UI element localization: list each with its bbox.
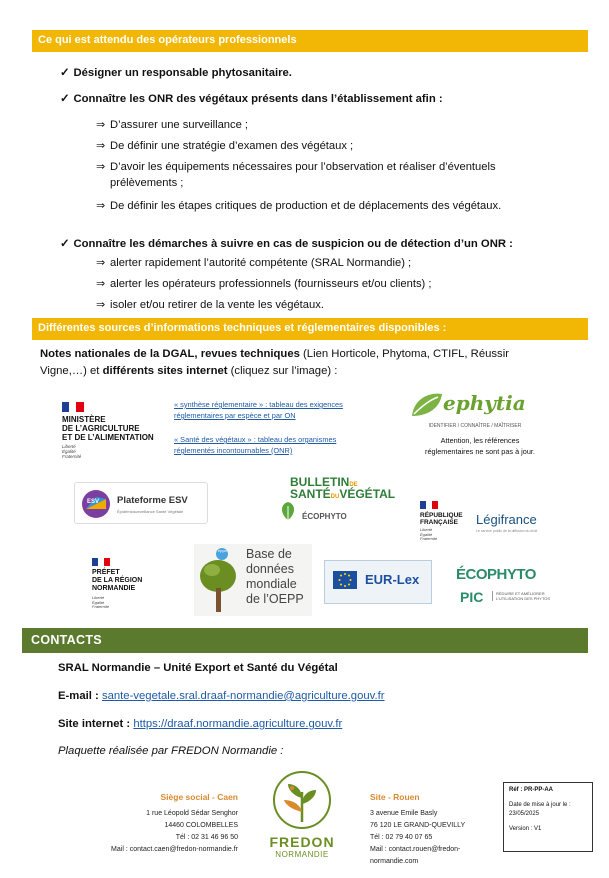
list-item: ⇒ De définir les étapes critiques de production et de déplacements des végétaux. [96, 200, 502, 212]
bulletin-sante-vegetal-logo[interactable]: BULLETINDE SANTÉDUVÉGÉTAL ÉCOPHYTO [276, 476, 390, 526]
ephytia-tagline: IDENTIFIER / CONNAÎTRE / MAÎTRISER [428, 423, 522, 429]
email-link[interactable]: sante-vegetale.sral.draaf-normandie@agriculture.gouv.fr [101, 690, 385, 702]
eur-lex-logo[interactable]: EUR-Lex [324, 560, 432, 604]
eu-flag-icon [333, 571, 357, 589]
list-item: ⇒ alerter les opérateurs professionnels (fournisseurs et/ou clients) ; [96, 278, 432, 290]
tree-icon [196, 546, 244, 614]
check-icon: ✓ [60, 238, 70, 250]
caen-details: 1 rue Léopold Sédar Senghor 14460 COLOMBELLES Tél : 02 31 46 96 50 Mail : contact.caen@fredon-normandie.fr [111, 810, 238, 853]
contact-website: Site internet : https://draaf.normandie.agriculture.gouv.fr [58, 718, 343, 730]
check-icon: ✓ [60, 93, 70, 105]
sources-paragraph: Notes nationales de la DGAL, revues techniques (Lien Horticole, Phytoma, CTIFL, Réussir Vigne,…) et différents sites internet (cliquez sur l’image) : [40, 348, 509, 377]
contacts-header: CONTACTS [22, 628, 588, 653]
rouen-details: 3 avenue Emile Basly 76 120 LE GRAND-QUEVILLY Tél : 02 79 40 07 65 Mail : contact.rouen@fredon-normandie.com [370, 810, 466, 865]
section-expected-header: Ce qui est attendu des opérateurs professionnels [32, 30, 588, 52]
contact-email: E-mail : sante-vegetale.sral.draaf-normandie@agriculture.gouv.fr [58, 690, 385, 702]
bsv-leaf-icon [278, 500, 298, 522]
caen-address: Siège social - Caen [160, 792, 238, 802]
reference-box: Réf : PR-PP-AA Date de mise à jour le : 23/05/2025 Version : V1 [503, 782, 593, 852]
contact-org: SRAL Normandie – Unité Export et Santé du Végétal [58, 662, 338, 674]
ephytia-logo[interactable]: ephytia [410, 388, 534, 428]
marianne-flag-icon [92, 558, 110, 566]
arrow-icon: ⇒ [96, 299, 106, 311]
sante-vegetaux-link[interactable]: « Santé des végétaux » : tableau des organismes réglementés incontournables (ONR) [174, 435, 337, 455]
arrow-icon: ⇒ [96, 200, 106, 212]
prefet-normandie-logo[interactable]: PRÉFET DE LA RÉGION NORMANDIE Liberté Égalité Fraternité [92, 558, 162, 612]
check-icon: ✓ [60, 67, 70, 79]
arrow-icon: ⇒ [96, 140, 106, 152]
marianne-flag-icon [62, 402, 84, 412]
rouen-address: Site - Rouen [370, 792, 420, 802]
ephytia-note: Attention, les références réglementaires ne sont pas à jour. [425, 436, 535, 456]
esv-logo[interactable]: ESV Plateforme ESV Épidémiosurveillance Santé Végétale [74, 482, 208, 524]
oepp-database-logo[interactable]: eppo Base de données mondiale de l’OEPP [194, 544, 312, 616]
legifrance-logo[interactable]: RÉPUBLIQUE FRANÇAISE Liberté Égalité Fraternité Légifrance Le service public de la diffusion du droit [418, 498, 563, 544]
arrow-icon: ⇒ [96, 161, 106, 173]
fredon-plant-icon [264, 768, 340, 834]
website-link[interactable]: https://draaf.normandie.agriculture.gouv.fr [133, 718, 343, 730]
synthese-link[interactable]: « synthèse réglementaire » : tableau des exigences réglementaires par espèce et par ON [174, 400, 343, 420]
fredon-logo[interactable]: FREDON NORMANDIE [264, 768, 340, 860]
check-item-demarches: ✓ Connaître les démarches à suivre en cas de suspicion ou de détection d’un ONR : [60, 238, 513, 250]
ministere-logo[interactable]: MINISTÈRE DE L’AGRICULTURE ET DE L’ALIMENTATION Liberté Égalité Fraternité [62, 402, 162, 466]
list-item: ⇒ D’avoir les équipements nécessaires pour l’observation et réaliser d’éventuels prélèvements ; [96, 161, 496, 189]
marianne-flag-icon [420, 501, 438, 509]
plaquette-credit: Plaquette réalisée par FREDON Normandie : [58, 745, 284, 757]
list-item: ⇒ alerter rapidement l’autorité compétente (SRAL Normandie) ; [96, 257, 412, 269]
arrow-icon: ⇒ [96, 257, 106, 269]
list-item: ⇒ D’assurer une surveillance ; [96, 119, 249, 131]
section-sources-header: Différentes sources d’informations techniques et réglementaires disponibles : [32, 318, 588, 340]
list-item: ⇒ De définir une stratégie d’examen des végétaux ; [96, 140, 354, 152]
list-item: ⇒ isoler et/ou retirer de la vente les végétaux. [96, 299, 324, 311]
ecophyto-pic-logo[interactable]: ÉCOPHYTO PIC RÉDUIRE ET AMÉLIORER L’UTILISATION DES PHYTOS [456, 566, 551, 605]
check-item-responsable: ✓ Désigner un responsable phytosanitaire. [60, 67, 292, 79]
leaf-icon [410, 390, 444, 418]
check-item-onr: ✓ Connaître les ONR des végétaux présents dans l’établissement afin : [60, 93, 443, 105]
arrow-icon: ⇒ [96, 119, 106, 131]
arrow-icon: ⇒ [96, 278, 106, 290]
